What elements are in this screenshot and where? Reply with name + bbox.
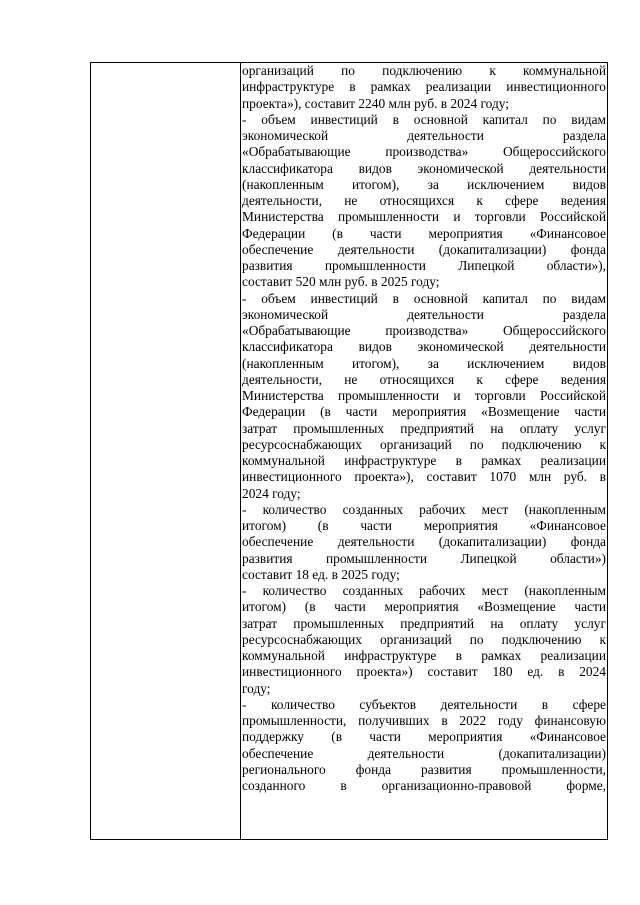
text-line: - объем инвестиций в основной капитал по видам bbox=[242, 290, 606, 306]
table-right-column bbox=[242, 63, 606, 839]
text-line: «Обрабатывающие производства» Общероссийского bbox=[242, 323, 606, 338]
text-line: инвестиционного проекта») составит 180 ед. в 2024 bbox=[242, 664, 606, 680]
text-line: затрат промышленных предприятий на оплату услуг bbox=[242, 420, 606, 436]
text-line: Министерства промышленности и торговли Российской bbox=[242, 209, 606, 225]
text-line: 2024 году; bbox=[242, 485, 301, 501]
text-line: деятельности, не относящихся к сфере ведения bbox=[242, 371, 606, 387]
text-line: организаций по подключению к коммунальной bbox=[242, 63, 606, 78]
text-line: деятельности, не относящихся к сфере ведения bbox=[242, 193, 606, 208]
text-line: итогом) (в части мероприятия «Финансовое bbox=[242, 518, 606, 533]
text-line: обеспечение деятельности (докапитализации) фонда bbox=[242, 534, 606, 550]
text-line: - объем инвестиций в основной капитал по видам bbox=[242, 111, 606, 127]
text-line: - количество созданных рабочих мест (накопленным bbox=[242, 583, 606, 598]
text-line: ресурсоснабжающих организаций по подключению к bbox=[242, 631, 606, 647]
text-line: «Обрабатывающие производства» Общероссийского bbox=[242, 144, 606, 160]
text-line: коммунальной инфраструктуре в рамках реализации bbox=[242, 648, 606, 663]
text-line: поддержку (в части мероприятия «Финансовое bbox=[242, 729, 606, 745]
text-line: (накопленным итогом), за исключением видов bbox=[242, 355, 606, 371]
document-table bbox=[90, 62, 608, 840]
text-line: экономической деятельности раздела bbox=[242, 128, 606, 143]
table-left-column bbox=[91, 63, 241, 839]
text-line: итогом) (в части мероприятия «Возмещение части bbox=[242, 599, 606, 615]
text-line: развития промышленности Липецкой области») bbox=[242, 550, 606, 566]
text-line: составит 18 ед. в 2025 году; bbox=[242, 566, 400, 582]
text-line: коммунальной инфраструктуре в рамках реализации bbox=[242, 453, 606, 468]
text-line: составит 520 млн руб. в 2025 году; bbox=[242, 274, 440, 290]
text-line: проекта»), составит 2240 млн руб. в 2024 году; bbox=[242, 95, 510, 111]
text-line: ресурсоснабжающих организаций по подключению к bbox=[242, 436, 606, 452]
text-line: инфраструктуре в рамках реализации инвестиционного bbox=[242, 79, 606, 95]
text-line: - количество созданных рабочих мест (накопленным bbox=[242, 501, 606, 517]
text-line: регионального фонда развития промышленности, bbox=[242, 761, 606, 777]
text-line: классификатора видов экономической деятельности bbox=[242, 160, 606, 176]
text-line: инвестиционного проекта»), составит 1070 млн руб. в bbox=[242, 469, 606, 485]
text-line: промышленности, получивших в 2022 году финансовую bbox=[242, 713, 606, 728]
text-line: (накопленным итогом), за исключением видов bbox=[242, 176, 606, 192]
text-line: обеспечение деятельности (докапитализации) bbox=[242, 745, 606, 761]
text-line: созданного в организационно-правовой форме, bbox=[242, 778, 606, 793]
text-line: Министерства промышленности и торговли Российской bbox=[242, 388, 606, 403]
text-line: классификатора видов экономической деятельности bbox=[242, 339, 606, 355]
text-line: обеспечение деятельности (докапитализации) фонда bbox=[242, 241, 606, 257]
text-line: - количество субъектов деятельности в сфере bbox=[242, 696, 606, 712]
text-line: развития промышленности Липецкой области»), bbox=[242, 258, 606, 273]
text-line: затрат промышленных предприятий на оплату услуг bbox=[242, 615, 606, 631]
text-line: году; bbox=[242, 680, 271, 696]
text-line: Федерации (в части мероприятия «Возмещение части bbox=[242, 404, 606, 420]
text-line: Федерации (в части мероприятия «Финансовое bbox=[242, 225, 606, 241]
text-line: экономической деятельности раздела bbox=[242, 306, 606, 322]
